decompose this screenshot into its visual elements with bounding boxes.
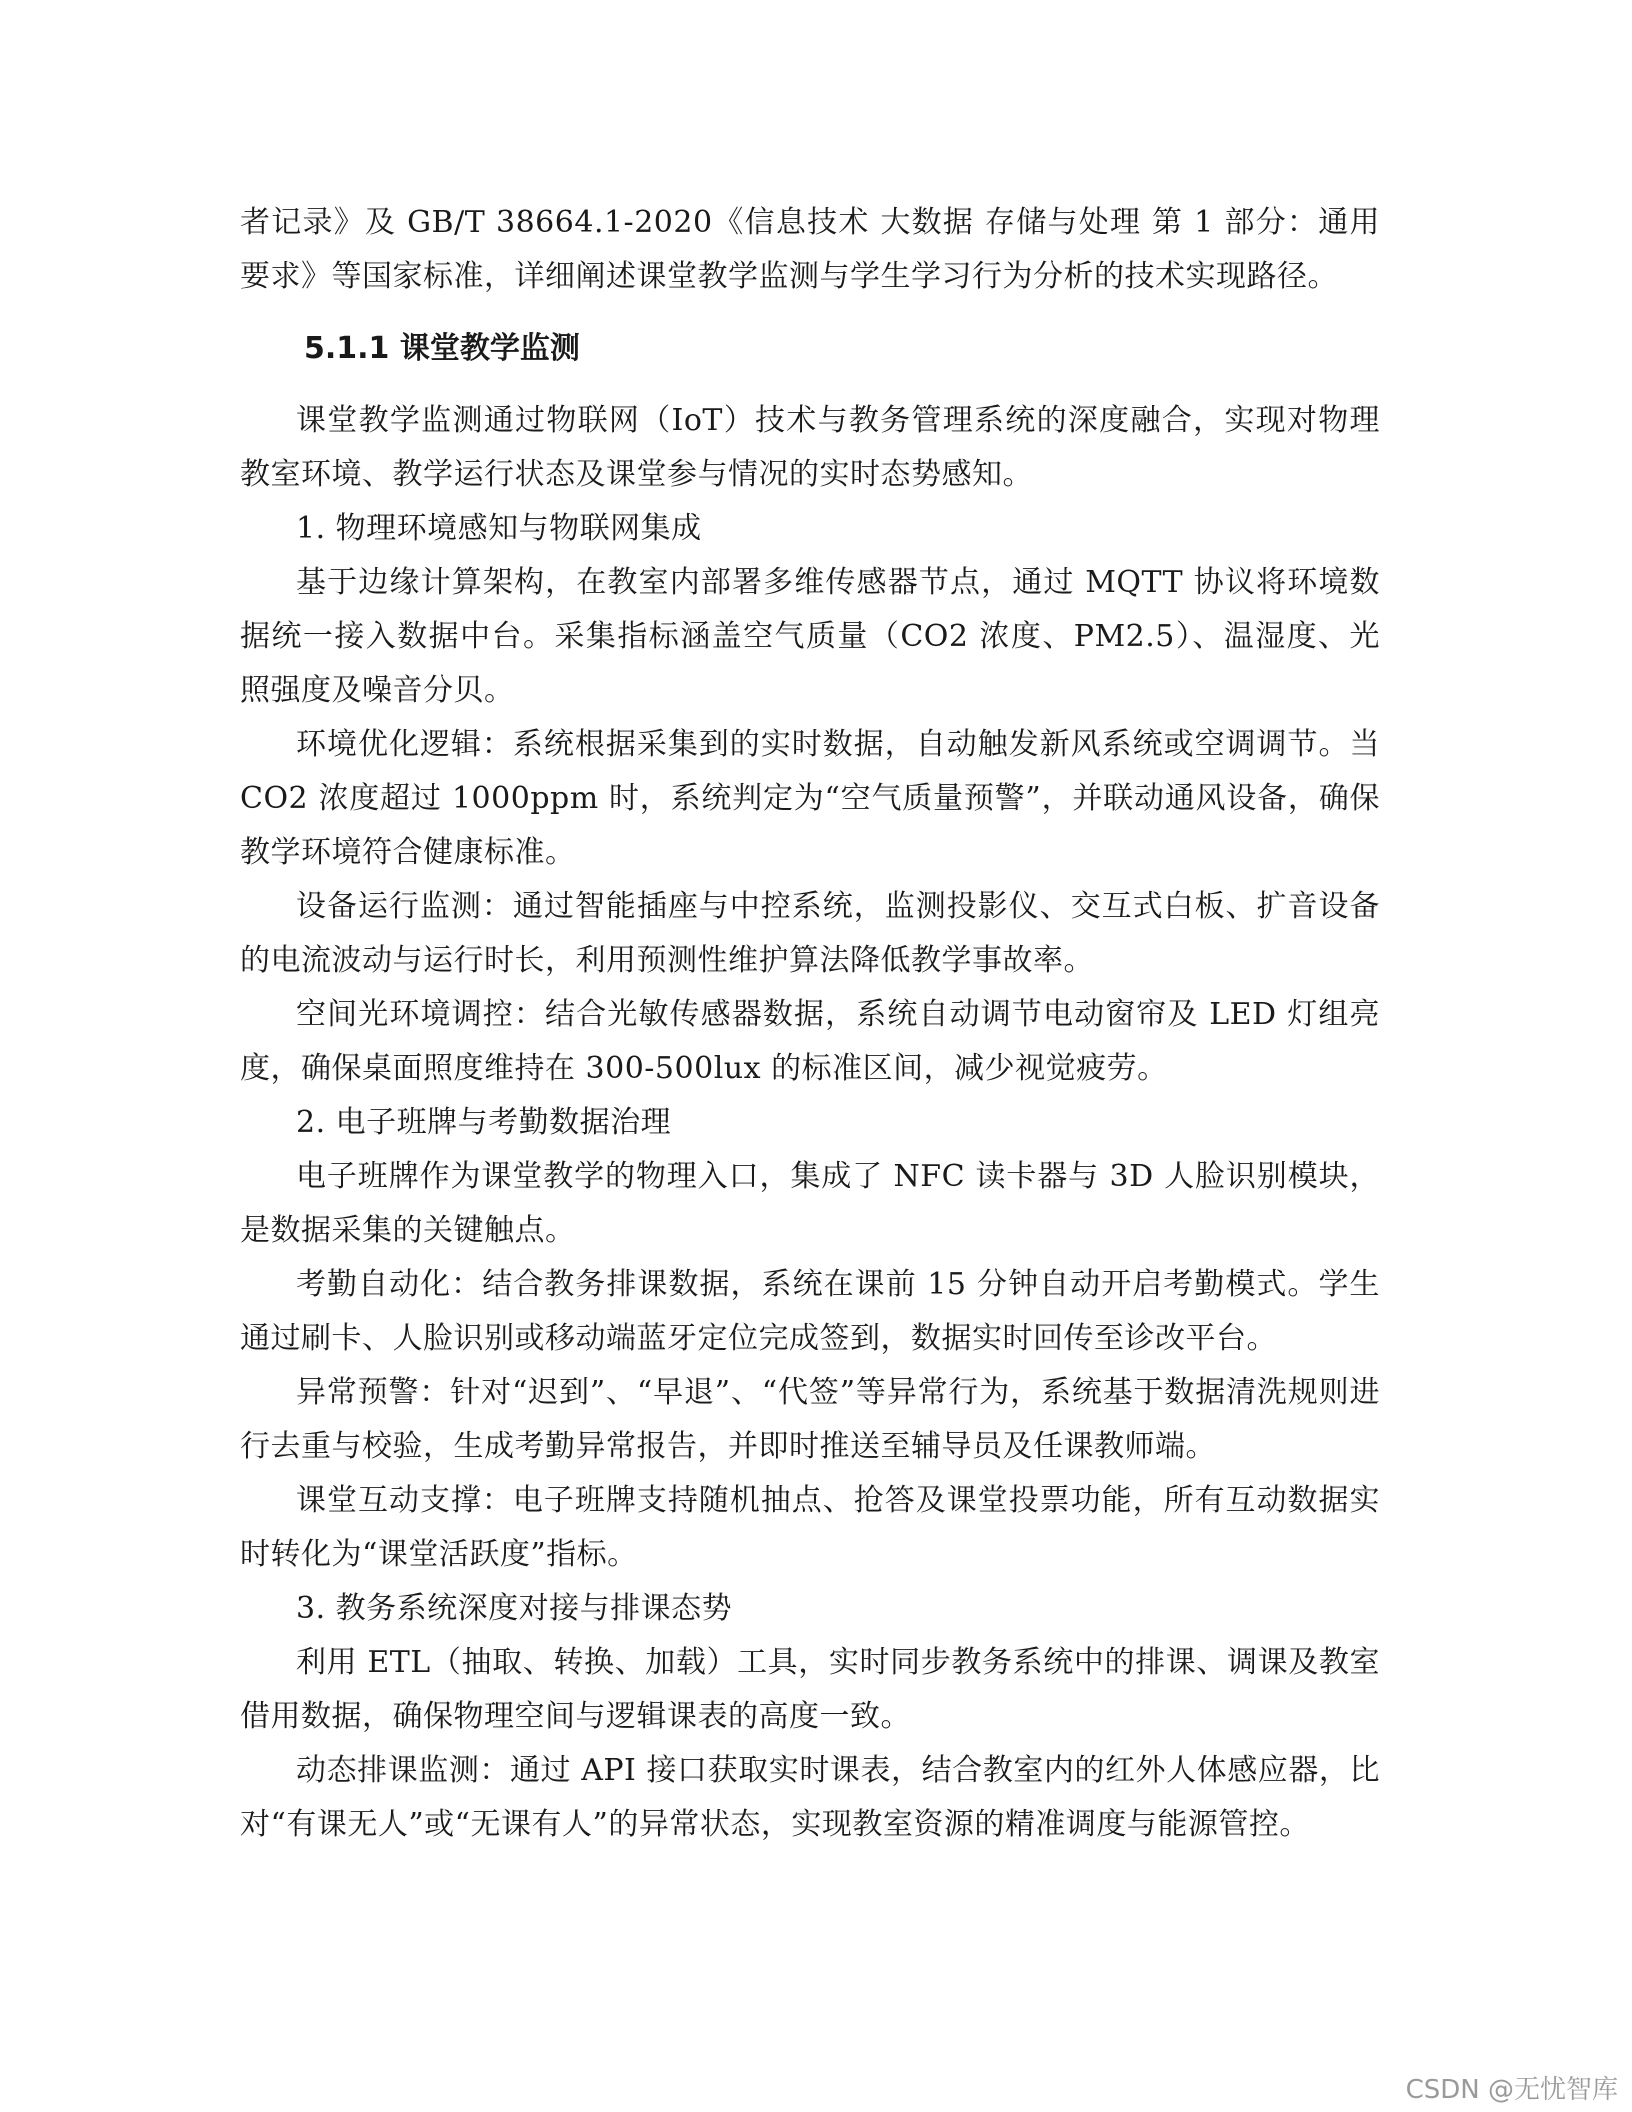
section-heading: 5.1.1 课堂教学监测 <box>304 331 580 366</box>
list-heading: 3. 教务系统深度对接与排课态势 <box>296 1591 733 1626</box>
watermark: CSDN @无忧智库 <box>1405 2075 1618 2105</box>
paragraph: 课堂互动支撑：电子班牌支持随机抽点、抢答及课堂投票功能，所有互动数据实时转化为“课堂活跃度”指标。 <box>240 1483 1380 1572</box>
list-heading: 1. 物理环境感知与物联网集成 <box>296 511 702 546</box>
paragraph: 电子班牌作为课堂教学的物理入口，集成了 NFC 读卡器与 3D 人脸识别模块，是数据采集的关键触点。 <box>240 1159 1380 1248</box>
paragraph: 利用 ETL（抽取、转换、加载）工具，实时同步教务系统中的排课、调课及教室借用数据，确保物理空间与逻辑课表的高度一致。 <box>240 1645 1380 1734</box>
paragraph: 动态排课监测：通过 API 接口获取实时课表，结合教室内的红外人体感应器，比对“有课无人”或“无课有人”的异常状态，实现教室资源的精准调度与能源管控。 <box>240 1753 1380 1842</box>
document-page <box>240 196 1380 1852</box>
document-body <box>240 196 1380 1852</box>
paragraph: 考勤自动化：结合教务排课数据，系统在课前 15 分钟自动开启考勤模式。学生通过刷卡、人脸识别或移动端蓝牙定位完成签到，数据实时回传至诊改平台。 <box>240 1267 1380 1356</box>
paragraph: 基于边缘计算架构，在教室内部署多维传感器节点，通过 MQTT 协议将环境数据统一接入数据中台。采集指标涵盖空气质量（CO2 浓度、PM2.5）、温湿度、光照强度及噪音分贝。 <box>240 565 1380 708</box>
paragraph: 者记录》及 GB/T 38664.1-2020《信息技术 大数据 存储与处理 第 1 部分：通用要求》等国家标准，详细阐述课堂教学监测与学生学习行为分析的技术实现路径。 <box>240 205 1380 294</box>
paragraph: 环境优化逻辑：系统根据采集到的实时数据，自动触发新风系统或空调调节。当 CO2 浓度超过 1000ppm 时，系统判定为“空气质量预警”，并联动通风设备，确保教学环境符合健康标准。 <box>240 727 1380 870</box>
paragraph: 设备运行监测：通过智能插座与中控系统，监测投影仪、交互式白板、扩音设备的电流波动与运行时长，利用预测性维护算法降低教学事故率。 <box>240 889 1380 978</box>
paragraph: 异常预警：针对“迟到”、“早退”、“代签”等异常行为，系统基于数据清洗规则进行去重与校验，生成考勤异常报告，并即时推送至辅导员及任课教师端。 <box>240 1375 1380 1464</box>
paragraph: 空间光环境调控：结合光敏传感器数据，系统自动调节电动窗帘及 LED 灯组亮度，确保桌面照度维持在 300-500lux 的标准区间，减少视觉疲劳。 <box>240 997 1380 1086</box>
paragraph: 课堂教学监测通过物联网（IoT）技术与教务管理系统的深度融合，实现对物理教室环境、教学运行状态及课堂参与情况的实时态势感知。 <box>240 403 1380 492</box>
list-heading: 2. 电子班牌与考勤数据治理 <box>296 1105 672 1140</box>
